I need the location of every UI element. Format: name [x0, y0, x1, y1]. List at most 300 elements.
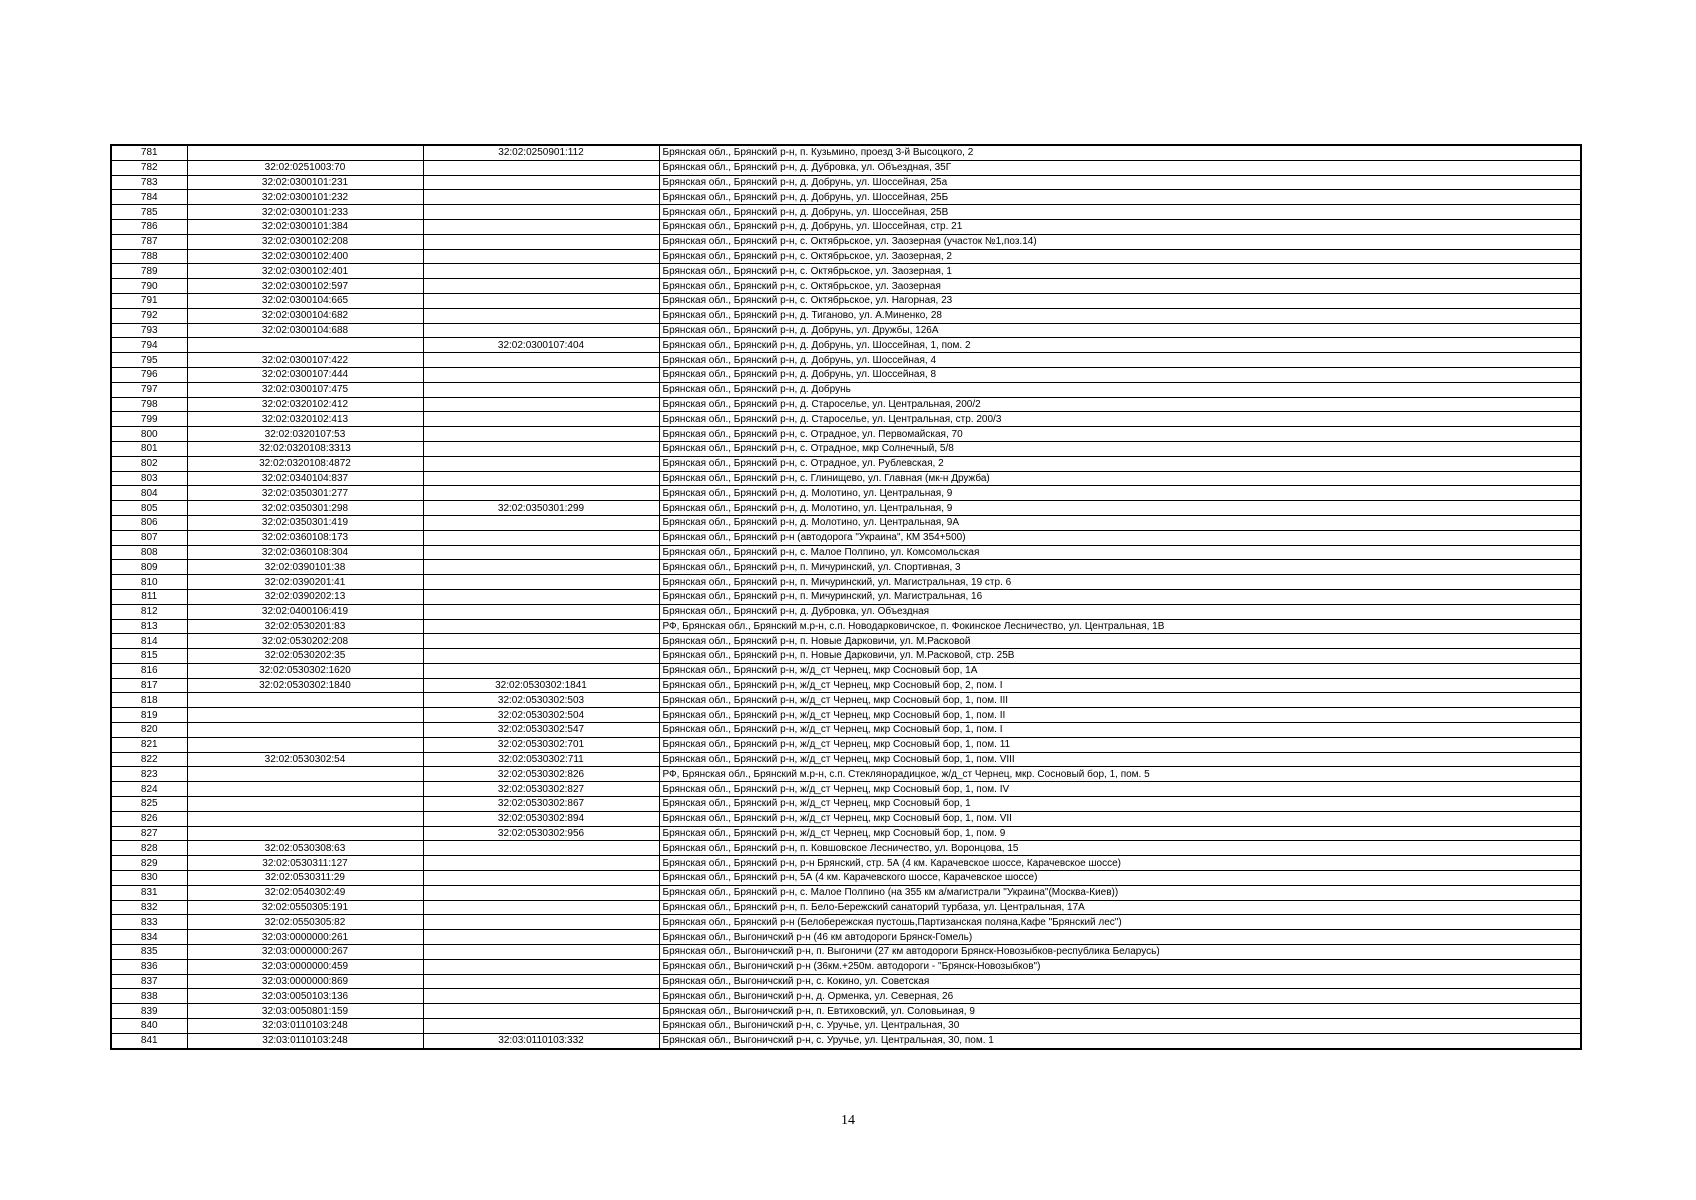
land-cadastral-number-cell: 32:02:0350301:277: [187, 486, 423, 501]
land-cadastral-number-cell: 32:02:0300107:444: [187, 367, 423, 382]
table-row: [111, 293, 1581, 308]
address-cell: Брянская обл., Брянский р-н, с. Октябрьское, ул. Заозерная (участок №1,поз.14): [659, 234, 1581, 249]
table-row: [111, 589, 1581, 604]
land-cadastral-number-cell: 32:02:0340104:837: [187, 471, 423, 486]
building-cadastral-number-cell: [423, 959, 659, 974]
land-cadastral-number-cell: 32:03:0000000:261: [187, 930, 423, 945]
land-cadastral-number-cell: 32:02:0550305:82: [187, 915, 423, 930]
table-row: [111, 501, 1581, 516]
building-cadastral-number-cell: 32:02:0250901:112: [423, 145, 659, 160]
building-cadastral-number-cell: [423, 989, 659, 1004]
row-number-cell: 801: [111, 441, 187, 456]
address-cell: Брянская обл., Брянский р-н, п. Новые Дарковичи, ул. М.Расковой, стр. 25В: [659, 649, 1581, 664]
land-cadastral-number-cell: 32:02:0540302:49: [187, 885, 423, 900]
land-cadastral-number-cell: 32:02:0550305:191: [187, 900, 423, 915]
row-number-cell: 810: [111, 575, 187, 590]
address-cell: Брянская обл., Брянский р-н, д. Добрунь, ул. Шоссейная, 4: [659, 353, 1581, 368]
table-row: [111, 471, 1581, 486]
table-row: [111, 959, 1581, 974]
building-cadastral-number-cell: [423, 234, 659, 249]
building-cadastral-number-cell: [423, 1019, 659, 1034]
land-cadastral-number-cell: 32:02:0251003:70: [187, 160, 423, 175]
address-cell: Брянская обл., Брянский р-н, д. Добрунь: [659, 382, 1581, 397]
table-row: [111, 175, 1581, 190]
land-cadastral-number-cell: [187, 708, 423, 723]
address-cell: Брянская обл., Брянский р-н, д. Дубровка, ул. Объездная: [659, 604, 1581, 619]
table-row: [111, 575, 1581, 590]
row-number-cell: 804: [111, 486, 187, 501]
building-cadastral-number-cell: 32:02:0530302:827: [423, 782, 659, 797]
row-number-cell: 821: [111, 737, 187, 752]
row-number-cell: 794: [111, 338, 187, 353]
row-number-cell: 784: [111, 190, 187, 205]
table-row: [111, 486, 1581, 501]
building-cadastral-number-cell: [423, 249, 659, 264]
table-row: [111, 160, 1581, 175]
building-cadastral-number-cell: [423, 634, 659, 649]
land-cadastral-number-cell: 32:03:0000000:869: [187, 974, 423, 989]
address-cell: Брянская обл., Брянский р-н, д. Добрунь, ул. Шоссейная, 25Б: [659, 190, 1581, 205]
address-cell: Брянская обл., Брянский р-н, д. Добрунь, ул. Шоссейная, 25В: [659, 205, 1581, 220]
row-number-cell: 781: [111, 145, 187, 160]
row-number-cell: 840: [111, 1019, 187, 1034]
land-cadastral-number-cell: 32:02:0320107:53: [187, 427, 423, 442]
row-number-cell: 830: [111, 871, 187, 886]
address-cell: Брянская обл., Брянский р-н, д. Староселье, ул. Центральная, 200/2: [659, 397, 1581, 412]
address-cell: Брянская обл., Выгоничский р-н, д. Орменка, ул. Северная, 26: [659, 989, 1581, 1004]
land-cadastral-number-cell: 32:02:0530302:1840: [187, 678, 423, 693]
address-cell: Брянская обл., Брянский р-н, д. Молотино, ул. Центральная, 9: [659, 501, 1581, 516]
building-cadastral-number-cell: [423, 885, 659, 900]
building-cadastral-number-cell: 32:02:0300107:404: [423, 338, 659, 353]
address-cell: Брянская обл., Брянский р-н, п. Мичуринский, ул. Спортивная, 3: [659, 560, 1581, 575]
address-cell: Брянская обл., Брянский р-н, д. Староселье, ул. Центральная, стр. 200/3: [659, 412, 1581, 427]
land-cadastral-number-cell: 32:02:0300102:401: [187, 264, 423, 279]
row-number-cell: 800: [111, 427, 187, 442]
building-cadastral-number-cell: 32:02:0530302:504: [423, 708, 659, 723]
address-cell: Брянская обл., Брянский р-н, ж/д_ст Чернец, мкр Сосновый бор, 1, пом. VIII: [659, 752, 1581, 767]
building-cadastral-number-cell: [423, 530, 659, 545]
table-row: [111, 545, 1581, 560]
land-cadastral-number-cell: 32:02:0300104:688: [187, 323, 423, 338]
row-number-cell: 823: [111, 767, 187, 782]
land-cadastral-number-cell: 32:02:0530311:29: [187, 871, 423, 886]
address-cell: Брянская обл., Брянский р-н, ж/д_ст Чернец, мкр Сосновый бор, 1, пом. VII: [659, 811, 1581, 826]
building-cadastral-number-cell: [423, 930, 659, 945]
land-cadastral-number-cell: 32:02:0300107:475: [187, 382, 423, 397]
cadastral-table: [110, 144, 1582, 1050]
land-cadastral-number-cell: 32:02:0320108:3313: [187, 441, 423, 456]
land-cadastral-number-cell: [187, 767, 423, 782]
table-row: [111, 219, 1581, 234]
address-cell: Брянская обл., Брянский р-н, ж/д_ст Чернец, мкр Сосновый бор, 1, пом. 11: [659, 737, 1581, 752]
row-number-cell: 833: [111, 915, 187, 930]
building-cadastral-number-cell: [423, 219, 659, 234]
address-cell: Брянская обл., Брянский р-н, п. Бело-Бережский санаторий турбаза, ул. Центральная, 17А: [659, 900, 1581, 915]
building-cadastral-number-cell: [423, 353, 659, 368]
address-cell: Брянская обл., Брянский р-н, п. Мичуринский, ул. Магистральная, 16: [659, 589, 1581, 604]
building-cadastral-number-cell: [423, 1004, 659, 1019]
row-number-cell: 805: [111, 501, 187, 516]
row-number-cell: 782: [111, 160, 187, 175]
building-cadastral-number-cell: [423, 323, 659, 338]
land-cadastral-number-cell: 32:02:0390101:38: [187, 560, 423, 575]
table-row: [111, 797, 1581, 812]
building-cadastral-number-cell: 32:02:0530302:867: [423, 797, 659, 812]
row-number-cell: 838: [111, 989, 187, 1004]
table-row: [111, 145, 1581, 160]
row-number-cell: 787: [111, 234, 187, 249]
land-cadastral-number-cell: 32:02:0350301:298: [187, 501, 423, 516]
table-body: [111, 145, 1581, 1049]
row-number-cell: 792: [111, 308, 187, 323]
row-number-cell: 818: [111, 693, 187, 708]
building-cadastral-number-cell: [423, 900, 659, 915]
table-row: [111, 412, 1581, 427]
building-cadastral-number-cell: [423, 293, 659, 308]
address-cell: Брянская обл., Брянский р-н, д. Молотино, ул. Центральная, 9А: [659, 515, 1581, 530]
building-cadastral-number-cell: [423, 279, 659, 294]
table-row: [111, 693, 1581, 708]
land-cadastral-number-cell: 32:03:0000000:459: [187, 959, 423, 974]
row-number-cell: 797: [111, 382, 187, 397]
row-number-cell: 814: [111, 634, 187, 649]
address-cell: Брянская обл., Брянский р-н, с. Отрадное, мкр Солнечный, 5/8: [659, 441, 1581, 456]
land-cadastral-number-cell: 32:02:0530202:35: [187, 649, 423, 664]
address-cell: Брянская обл., Брянский р-н, ж/д_ст Чернец, мкр Сосновый бор, 1А: [659, 663, 1581, 678]
table-row: [111, 441, 1581, 456]
address-cell: Брянская обл., Брянский р-н, с. Отрадное, ул. Первомайская, 70: [659, 427, 1581, 442]
table-row: [111, 234, 1581, 249]
row-number-cell: 786: [111, 219, 187, 234]
row-number-cell: 819: [111, 708, 187, 723]
building-cadastral-number-cell: [423, 456, 659, 471]
row-number-cell: 785: [111, 205, 187, 220]
building-cadastral-number-cell: 32:02:0530302:956: [423, 826, 659, 841]
table-row: [111, 427, 1581, 442]
land-cadastral-number-cell: [187, 797, 423, 812]
table-row: [111, 974, 1581, 989]
land-cadastral-number-cell: [187, 723, 423, 738]
row-number-cell: 799: [111, 412, 187, 427]
address-cell: РФ, Брянская обл., Брянский м.р-н, с.п. Новодарковичское, п. Фокинское Лесничество, ул. Центральная, 1В: [659, 619, 1581, 634]
land-cadastral-number-cell: 32:02:0300101:233: [187, 205, 423, 220]
land-cadastral-number-cell: 32:02:0530311:127: [187, 856, 423, 871]
table-row: [111, 841, 1581, 856]
table-row: [111, 811, 1581, 826]
land-cadastral-number-cell: 32:03:0000000:267: [187, 945, 423, 960]
land-cadastral-number-cell: 32:02:0530302:1620: [187, 663, 423, 678]
building-cadastral-number-cell: 32:02:0350301:299: [423, 501, 659, 516]
building-cadastral-number-cell: [423, 871, 659, 886]
address-cell: Брянская обл., Выгоничский р-н, с. Кокино, ул. Советская: [659, 974, 1581, 989]
building-cadastral-number-cell: [423, 560, 659, 575]
land-cadastral-number-cell: [187, 811, 423, 826]
building-cadastral-number-cell: [423, 589, 659, 604]
address-cell: РФ, Брянская обл., Брянский м.р-н, с.п. Стеклянорадицкое, ж/д_ст Чернец, мкр. Сосновый бор, 1, пом. 5: [659, 767, 1581, 782]
land-cadastral-number-cell: 32:02:0320102:412: [187, 397, 423, 412]
table-row: [111, 723, 1581, 738]
address-cell: Брянская обл., Брянский р-н, с. Отрадное, ул. Рублевская, 2: [659, 456, 1581, 471]
address-cell: Брянская обл., Брянский р-н, д. Тиганово, ул. А.Миненко, 28: [659, 308, 1581, 323]
building-cadastral-number-cell: [423, 427, 659, 442]
land-cadastral-number-cell: 32:02:0300102:208: [187, 234, 423, 249]
address-cell: Брянская обл., Брянский р-н, с. Глинищево, ул. Главная (мк-н Дружба): [659, 471, 1581, 486]
table-row: [111, 708, 1581, 723]
row-number-cell: 820: [111, 723, 187, 738]
row-number-cell: 816: [111, 663, 187, 678]
address-cell: Брянская обл., Брянский р-н, с. Октябрьское, ул. Заозерная, 1: [659, 264, 1581, 279]
address-cell: Брянская обл., Брянский р-н, р-н Брянский, стр. 5А (4 км. Карачевское шоссе, Карачевское шоссе): [659, 856, 1581, 871]
building-cadastral-number-cell: [423, 175, 659, 190]
building-cadastral-number-cell: [423, 575, 659, 590]
building-cadastral-number-cell: [423, 308, 659, 323]
row-number-cell: 822: [111, 752, 187, 767]
row-number-cell: 837: [111, 974, 187, 989]
row-number-cell: 807: [111, 530, 187, 545]
row-number-cell: 812: [111, 604, 187, 619]
row-number-cell: 813: [111, 619, 187, 634]
address-cell: Брянская обл., Выгоничский р-н, с. Уручье, ул. Центральная, 30, пом. 1: [659, 1033, 1581, 1048]
land-cadastral-number-cell: 32:03:0050801:159: [187, 1004, 423, 1019]
row-number-cell: 831: [111, 885, 187, 900]
table-row: [111, 856, 1581, 871]
table-row: [111, 989, 1581, 1004]
row-number-cell: 834: [111, 930, 187, 945]
land-cadastral-number-cell: [187, 338, 423, 353]
land-cadastral-number-cell: 32:02:0350301:419: [187, 515, 423, 530]
land-cadastral-number-cell: 32:02:0300104:682: [187, 308, 423, 323]
table-row: [111, 279, 1581, 294]
address-cell: Брянская обл., Брянский р-н, с. Октябрьское, ул. Нагорная, 23: [659, 293, 1581, 308]
row-number-cell: 798: [111, 397, 187, 412]
row-number-cell: 802: [111, 456, 187, 471]
land-cadastral-number-cell: 32:02:0530302:54: [187, 752, 423, 767]
table-row: [111, 885, 1581, 900]
building-cadastral-number-cell: 32:03:0110103:332: [423, 1033, 659, 1048]
table-row: [111, 634, 1581, 649]
building-cadastral-number-cell: [423, 841, 659, 856]
land-cadastral-number-cell: 32:02:0300101:384: [187, 219, 423, 234]
row-number-cell: 817: [111, 678, 187, 693]
land-cadastral-number-cell: 32:02:0300107:422: [187, 353, 423, 368]
address-cell: Брянская обл., Брянский р-н, п. Кузьмино, проезд 3-й Высоцкого, 2: [659, 145, 1581, 160]
building-cadastral-number-cell: [423, 397, 659, 412]
land-cadastral-number-cell: 32:02:0360108:173: [187, 530, 423, 545]
land-cadastral-number-cell: 32:02:0360108:304: [187, 545, 423, 560]
row-number-cell: 835: [111, 945, 187, 960]
table-row: [111, 737, 1581, 752]
address-cell: Брянская обл., Брянский р-н, д. Добрунь, ул. Шоссейная, 25а: [659, 175, 1581, 190]
land-cadastral-number-cell: 32:02:0300102:400: [187, 249, 423, 264]
row-number-cell: 783: [111, 175, 187, 190]
table-row: [111, 190, 1581, 205]
table-row: [111, 397, 1581, 412]
table-row: [111, 1004, 1581, 1019]
land-cadastral-number-cell: 32:02:0300102:597: [187, 279, 423, 294]
building-cadastral-number-cell: [423, 441, 659, 456]
row-number-cell: 841: [111, 1033, 187, 1048]
address-cell: Брянская обл., Брянский р-н, п. Ковшовское Лесничество, ул. Воронцова, 15: [659, 841, 1581, 856]
table-row: [111, 456, 1581, 471]
address-cell: Брянская обл., Брянский р-н, ж/д_ст Чернец, мкр Сосновый бор, 1, пом. I: [659, 723, 1581, 738]
land-cadastral-number-cell: 32:02:0320102:413: [187, 412, 423, 427]
table-row: [111, 663, 1581, 678]
table-row: [111, 782, 1581, 797]
address-cell: Брянская обл., Брянский р-н, с. Малое Полпино, ул. Комсомольская: [659, 545, 1581, 560]
table-row: [111, 205, 1581, 220]
address-cell: Брянская обл., Брянский р-н, п. Мичуринский, ул. Магистральная, 19 стр. 6: [659, 575, 1581, 590]
address-cell: Брянская обл., Брянский р-н, д. Молотино, ул. Центральная, 9: [659, 486, 1581, 501]
table-row: [111, 308, 1581, 323]
table-row: [111, 323, 1581, 338]
row-number-cell: 806: [111, 515, 187, 530]
row-number-cell: 808: [111, 545, 187, 560]
building-cadastral-number-cell: [423, 663, 659, 678]
row-number-cell: 793: [111, 323, 187, 338]
building-cadastral-number-cell: [423, 649, 659, 664]
table-row: [111, 826, 1581, 841]
address-cell: Брянская обл., Выгоничский р-н (46 км автодороги Брянск-Гомель): [659, 930, 1581, 945]
row-number-cell: 795: [111, 353, 187, 368]
row-number-cell: 827: [111, 826, 187, 841]
building-cadastral-number-cell: [423, 205, 659, 220]
address-cell: Брянская обл., Брянский р-н, с. Октябрьское, ул. Заозерная, 2: [659, 249, 1581, 264]
building-cadastral-number-cell: 32:02:0530302:1841: [423, 678, 659, 693]
table-row: [111, 649, 1581, 664]
address-cell: Брянская обл., Брянский р-н (Белобережская пустошь,Партизанская поляна,Кафе "Брянский лес"): [659, 915, 1581, 930]
building-cadastral-number-cell: [423, 367, 659, 382]
row-number-cell: 809: [111, 560, 187, 575]
building-cadastral-number-cell: 32:02:0530302:711: [423, 752, 659, 767]
land-cadastral-number-cell: [187, 782, 423, 797]
row-number-cell: 839: [111, 1004, 187, 1019]
table-row: [111, 1033, 1581, 1048]
building-cadastral-number-cell: [423, 190, 659, 205]
row-number-cell: 789: [111, 264, 187, 279]
land-cadastral-number-cell: 32:02:0300101:231: [187, 175, 423, 190]
address-cell: Брянская обл., Брянский р-н, ж/д_ст Чернец, мкр Сосновый бор, 2, пом. I: [659, 678, 1581, 693]
building-cadastral-number-cell: [423, 471, 659, 486]
building-cadastral-number-cell: [423, 945, 659, 960]
row-number-cell: 828: [111, 841, 187, 856]
page-number: 14: [841, 1113, 855, 1128]
row-number-cell: 826: [111, 811, 187, 826]
table-row: [111, 515, 1581, 530]
row-number-cell: 796: [111, 367, 187, 382]
table-row: [111, 930, 1581, 945]
row-number-cell: 815: [111, 649, 187, 664]
address-cell: Брянская обл., Брянский р-н, ж/д_ст Чернец, мкр Сосновый бор, 1, пом. III: [659, 693, 1581, 708]
table-row: [111, 767, 1581, 782]
table-row: [111, 604, 1581, 619]
table-row: [111, 678, 1581, 693]
building-cadastral-number-cell: [423, 160, 659, 175]
building-cadastral-number-cell: 32:02:0530302:826: [423, 767, 659, 782]
address-cell: Брянская обл., Брянский р-н, д. Добрунь, ул. Дружбы, 126А: [659, 323, 1581, 338]
building-cadastral-number-cell: [423, 974, 659, 989]
building-cadastral-number-cell: [423, 264, 659, 279]
land-cadastral-number-cell: [187, 737, 423, 752]
land-cadastral-number-cell: 32:02:0300101:232: [187, 190, 423, 205]
building-cadastral-number-cell: [423, 545, 659, 560]
address-cell: Брянская обл., Выгоничский р-н (36км.+250м. автодороги - "Брянск-Новозыбков"): [659, 959, 1581, 974]
address-cell: Брянская обл., Брянский р-н, д. Добрунь, ул. Шоссейная, 1, пом. 2: [659, 338, 1581, 353]
row-number-cell: 832: [111, 900, 187, 915]
row-number-cell: 824: [111, 782, 187, 797]
address-cell: Брянская обл., Выгоничский р-н, с. Уручье, ул. Центральная, 30: [659, 1019, 1581, 1034]
land-cadastral-number-cell: 32:03:0050103:136: [187, 989, 423, 1004]
building-cadastral-number-cell: [423, 486, 659, 501]
address-cell: Брянская обл., Брянский р-н, с. Октябрьское, ул. Заозерная: [659, 279, 1581, 294]
land-cadastral-number-cell: [187, 693, 423, 708]
address-cell: Брянская обл., Брянский р-н, д. Добрунь, ул. Шоссейная, 8: [659, 367, 1581, 382]
table-row: [111, 1019, 1581, 1034]
row-number-cell: 829: [111, 856, 187, 871]
address-cell: Брянская обл., Выгоничский р-н, п. Евтиховский, ул. Соловьиная, 9: [659, 1004, 1581, 1019]
table-row: [111, 353, 1581, 368]
address-cell: Брянская обл., Брянский р-н, ж/д_ст Чернец, мкр Сосновый бор, 1, пом. IV: [659, 782, 1581, 797]
table-row: [111, 871, 1581, 886]
address-cell: Брянская обл., Брянский р-н, ж/д_ст Чернец, мкр Сосновый бор, 1, пом. 9: [659, 826, 1581, 841]
table-row: [111, 915, 1581, 930]
land-cadastral-number-cell: 32:02:0530308:63: [187, 841, 423, 856]
row-number-cell: 836: [111, 959, 187, 974]
building-cadastral-number-cell: 32:02:0530302:503: [423, 693, 659, 708]
row-number-cell: 811: [111, 589, 187, 604]
building-cadastral-number-cell: [423, 915, 659, 930]
address-cell: Брянская обл., Выгоничский р-н, п. Выгоничи (27 км автодороги Брянск-Новозыбков-республика Беларусь): [659, 945, 1581, 960]
table-row: [111, 530, 1581, 545]
land-cadastral-number-cell: [187, 826, 423, 841]
land-cadastral-number-cell: 32:02:0530202:208: [187, 634, 423, 649]
row-number-cell: 788: [111, 249, 187, 264]
address-cell: Брянская обл., Брянский р-н, ж/д_ст Чернец, мкр Сосновый бор, 1: [659, 797, 1581, 812]
table-row: [111, 367, 1581, 382]
address-cell: Брянская обл., Брянский р-н, д. Дубровка, ул. Объездная, 35Г: [659, 160, 1581, 175]
table-row: [111, 752, 1581, 767]
building-cadastral-number-cell: [423, 604, 659, 619]
building-cadastral-number-cell: [423, 412, 659, 427]
address-cell: Брянская обл., Брянский р-н, 5А (4 км. Карачевского шоссе, Карачевское шоссе): [659, 871, 1581, 886]
address-cell: Брянская обл., Брянский р-н, д. Добрунь, ул. Шоссейная, стр. 21: [659, 219, 1581, 234]
building-cadastral-number-cell: [423, 619, 659, 634]
land-cadastral-number-cell: 32:03:0110103:248: [187, 1019, 423, 1034]
address-cell: Брянская обл., Брянский р-н, с. Малое Полпино (на 355 км а/магистрали "Украина"(Москва-Киев)): [659, 885, 1581, 900]
address-cell: Брянская обл., Брянский р-н (автодорога "Украина", КМ 354+500): [659, 530, 1581, 545]
row-number-cell: 790: [111, 279, 187, 294]
land-cadastral-number-cell: 32:02:0400106:419: [187, 604, 423, 619]
table-row: [111, 945, 1581, 960]
table-row: [111, 249, 1581, 264]
row-number-cell: 791: [111, 293, 187, 308]
address-cell: Брянская обл., Брянский р-н, ж/д_ст Чернец, мкр Сосновый бор, 1, пом. II: [659, 708, 1581, 723]
table-row: [111, 338, 1581, 353]
row-number-cell: 825: [111, 797, 187, 812]
row-number-cell: 803: [111, 471, 187, 486]
table-row: [111, 560, 1581, 575]
land-cadastral-number-cell: 32:02:0320108:4872: [187, 456, 423, 471]
land-cadastral-number-cell: 32:03:0110103:248: [187, 1033, 423, 1048]
land-cadastral-number-cell: 32:02:0530201:83: [187, 619, 423, 634]
table-row: [111, 900, 1581, 915]
land-cadastral-number-cell: 32:02:0390202:13: [187, 589, 423, 604]
building-cadastral-number-cell: 32:02:0530302:894: [423, 811, 659, 826]
building-cadastral-number-cell: [423, 515, 659, 530]
land-cadastral-number-cell: 32:02:0300104:665: [187, 293, 423, 308]
land-cadastral-number-cell: 32:02:0390201:41: [187, 575, 423, 590]
building-cadastral-number-cell: 32:02:0530302:701: [423, 737, 659, 752]
